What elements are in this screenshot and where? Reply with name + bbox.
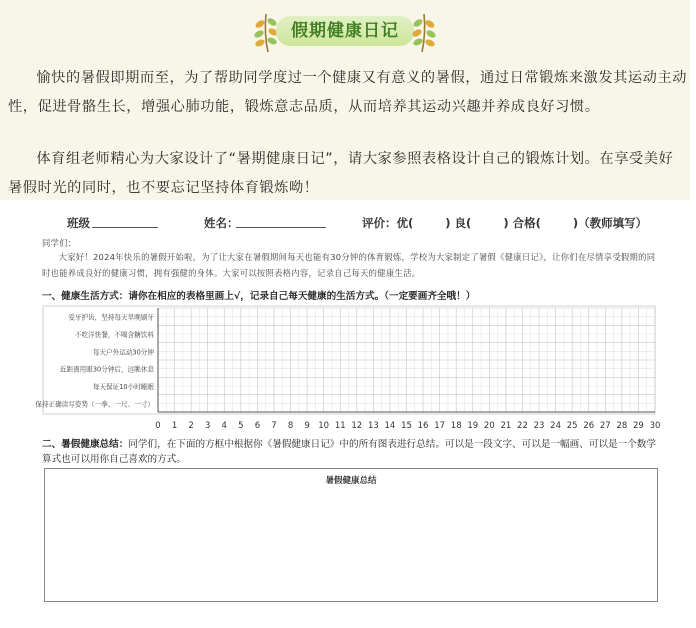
x-tick-label: 20 (483, 421, 495, 431)
name-label: 姓名： (204, 216, 239, 230)
summary-box[interactable] (44, 468, 658, 602)
x-tick-label: 27 (599, 421, 611, 431)
evaluation-label: 评价：优( ) 良( ) 合格( )（教师填写） (362, 216, 648, 230)
x-tick-label: 4 (221, 421, 227, 431)
section-2-heading: 二、暑假健康总结： (42, 439, 129, 450)
x-tick-label: 22 (517, 421, 528, 431)
x-tick-label: 5 (238, 421, 244, 431)
x-tick-label: 10 (318, 421, 330, 431)
letter-body: 大家好！2024年快乐的暑假开始啦，为了让大家在暑假期间每天也能有30分钟的体育锻炼，学校为大家制定了暑假《健康日记》，让你们在尽情享受假期的同时也能养成良好的健康习惯，拥有强健的身体。大家可以按照表格内容，记录自己每天的健康生活。 (42, 252, 656, 278)
x-tick-label: 24 (550, 421, 562, 431)
intro-paragraph-2: 体育组老师精心为大家设计了“暑期健康日记”，请大家参照表格设计自己的锻炼计划。在享受美好暑假时光的同时，也不要忘记坚持体育锻炼呦！ (8, 151, 674, 196)
x-tick-label: 11 (334, 421, 346, 431)
intro-paragraph-1: 愉快的暑假即期而至，为了帮助同学度过一个健康又有意义的暑假，通过日常锻炼来激发其运动主动性，促进骨骼生长，增强心肺功能，锻炼意志品质，从而培养其运动兴趣并养成良好习惯。 (8, 70, 688, 115)
x-tick-label: 1 (171, 421, 178, 431)
x-tick-label: 2 (188, 421, 194, 431)
x-tick-label: 21 (500, 421, 512, 431)
habit-chart (35, 302, 661, 432)
x-tick-label: 9 (304, 421, 310, 431)
row-label: 爱牙护齿，坚持每天早晚刷牙 (68, 313, 154, 322)
x-tick-label: 19 (467, 421, 479, 431)
name-blank[interactable] (236, 227, 326, 228)
x-tick-label: 6 (254, 421, 261, 431)
x-tick-label: 28 (616, 421, 628, 431)
x-tick-label: 8 (287, 421, 294, 431)
row-label: 保持正确读写姿势（一拳、一尺、一寸） (35, 400, 154, 409)
x-tick-label: 30 (649, 421, 661, 431)
x-tick-label: 17 (434, 421, 446, 431)
x-tick-label: 26 (583, 421, 595, 431)
diary-form (32, 207, 664, 628)
section-1-heading: 一、健康生活方式：请你在相应的表格里画上√，记录自己每天健康的生活方式。（一定要画齐全哦！） (42, 291, 476, 302)
page-title: 假期健康日记 (291, 21, 399, 41)
class-blank[interactable] (92, 227, 158, 228)
summary-title: 暑假健康总结 (325, 476, 377, 486)
x-tick-label: 13 (367, 421, 379, 431)
row-label: 不吃洋快餐，不喝含糖饮料 (74, 331, 154, 339)
row-label: 每天保证10小时睡眠 (92, 383, 154, 391)
x-tick-label: 3 (204, 421, 211, 431)
x-tick-label: 23 (533, 421, 545, 431)
x-tick-label: 0 (155, 421, 161, 431)
row-label: 每天户外运动30分钟 (92, 348, 154, 357)
x-tick-label: 25 (566, 421, 578, 431)
title-badge (250, 8, 440, 52)
x-tick-label: 12 (351, 421, 363, 431)
x-tick-label: 18 (450, 421, 462, 431)
x-tick-label: 7 (271, 421, 277, 431)
wheat-right-icon (410, 10, 440, 54)
row-label: 近距离用眼30分钟后，远眺休息 (59, 365, 154, 374)
class-label: 班级 (67, 216, 90, 230)
section-2 (42, 437, 657, 467)
x-tick-label: 15 (401, 421, 412, 431)
x-tick-label: 14 (384, 421, 396, 431)
section-2-text: 同学们，在下面的方框中根据你《暑假健康日记》中的所有图表进行总结。可以是一段文字、可以是一幅画、可以是一个数学算式也可以用你自己喜欢的方式。 (42, 439, 656, 465)
greeting: 同学们： (42, 238, 77, 248)
x-tick-label: 16 (417, 421, 429, 431)
x-tick-label: 29 (633, 421, 644, 431)
